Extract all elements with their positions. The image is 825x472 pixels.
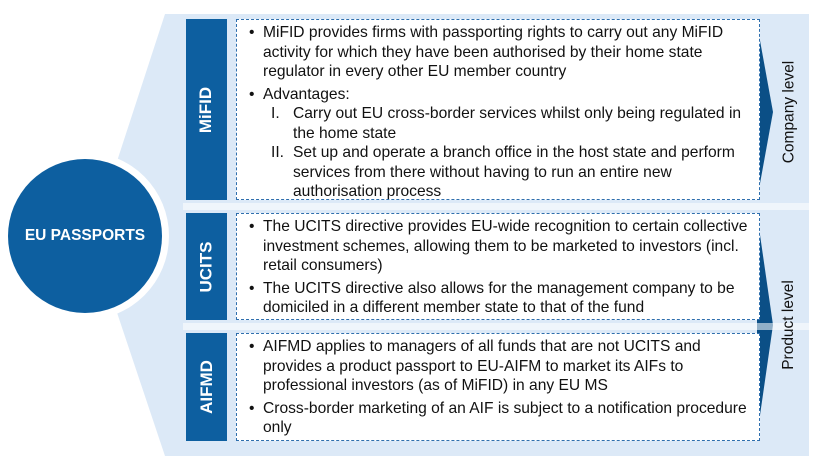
ucits-bullets xyxy=(249,217,751,318)
mifid-content xyxy=(236,19,760,200)
ucits-content xyxy=(236,213,760,320)
mifid-bullets xyxy=(249,23,751,200)
row-label-mifid xyxy=(186,19,227,200)
bullet-item: • Cross-border marketing of an AIF is subject to a notification procedure only xyxy=(249,399,751,438)
row-label-ucits-text: UCITS xyxy=(196,241,216,292)
product-level-label: Product level xyxy=(780,280,798,370)
row-label-aifmd xyxy=(186,333,227,441)
aifmd-bullets xyxy=(249,337,751,438)
bullet-item: • Advantages: I. Carry out EU cross-border services whilst only being regulated in the home state II. Set up and operate a branch office in the host state and perform services from there without having to run an entire new authorisation process xyxy=(249,85,751,201)
bullet-item: • AIFMD applies to managers of all funds that are not UCITS and provides a product passport to EU-AIFM to market its AIFs to professional investors (as of MiFID) in any EU MS xyxy=(249,337,751,396)
advantage-item: I. Carry out EU cross-border services whilst only being regulated in the home state xyxy=(271,105,742,142)
bullet-item: • MiFID provides firms with passporting rights to carry out any MiFID activity for which they have been authorised by their home state regulator in every other EU member country xyxy=(249,23,751,82)
bullet-item: • The UCITS directive provides EU-wide recognition to certain collective investment schemes, allowing them to be marketed to investors (incl. retail consumers) xyxy=(249,217,751,276)
company-level-label: Company level xyxy=(780,60,797,164)
row-label-ucits xyxy=(186,213,227,320)
advantages-list xyxy=(263,104,751,200)
eu-passports-title: EU PASSPORTS xyxy=(24,227,146,244)
row-label-mifid-text: MiFID xyxy=(196,86,216,133)
aifmd-content xyxy=(236,333,760,441)
bullet-item: • The UCITS directive also allows for the management company to be domiciled in a different member state to that of the fund xyxy=(249,279,751,318)
row-divider-2 xyxy=(183,323,809,330)
advantage-item: II. Set up and operate a branch office in the host state and perform services from there without having to run an entire new authorisation process xyxy=(271,144,735,200)
row-label-aifmd-text: AIFMD xyxy=(196,360,216,414)
row-divider-1 xyxy=(183,203,809,210)
